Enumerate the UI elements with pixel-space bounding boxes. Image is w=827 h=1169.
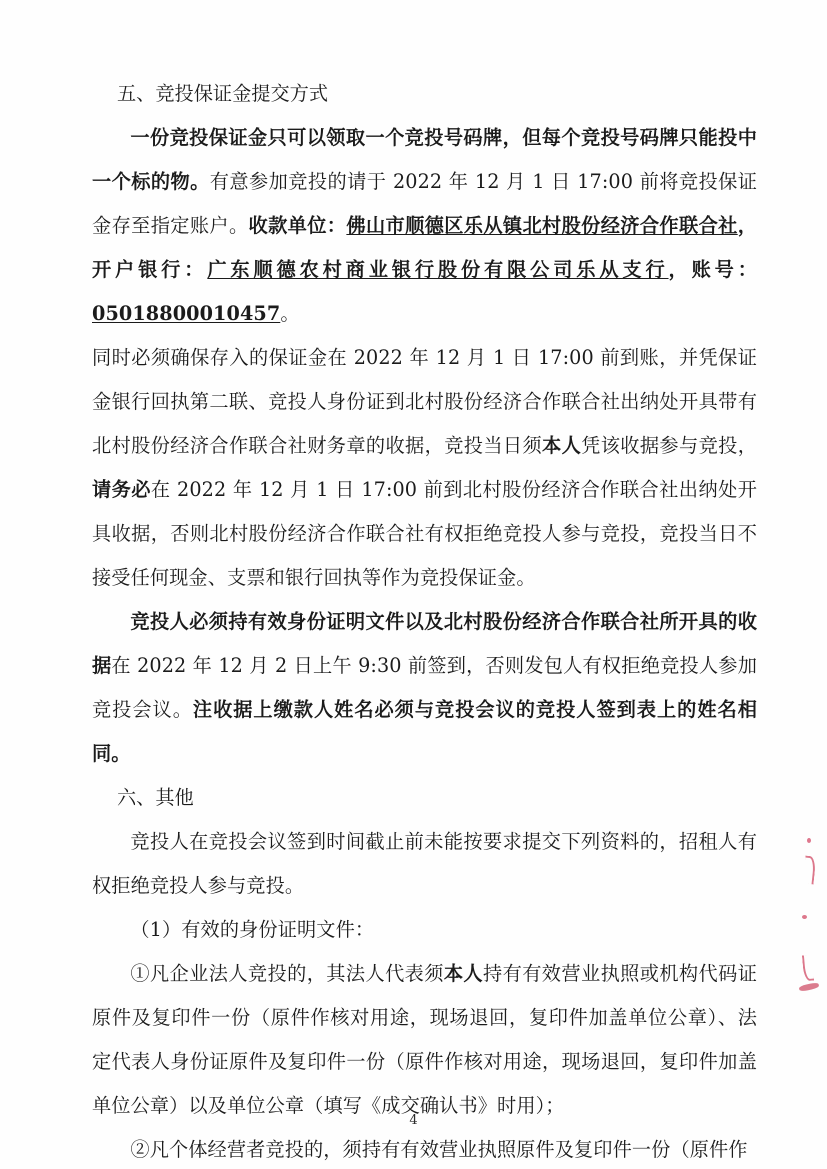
account-number-value: 05018800010457 — [92, 302, 281, 325]
sign-in-rule-bold-note: 注收据上缴款人姓名必须与竞投会议的竞投人签到表上的姓名相同。 — [92, 698, 757, 765]
receipt-rule-bold-self: 本人 — [542, 434, 582, 457]
deposit-rule-rest: 有意参加竞投的请于 2022 年 12 月 1 日 17:00 前将竞投保证金存至指定账户。 — [92, 170, 758, 237]
list-item-circle-1 — [92, 952, 757, 1128]
section-heading-five: 五、竞投保证金提交方式 — [116, 82, 329, 105]
deposit-rule-bold-lead: 一份竞投保证金只可以领取一个竞投号码牌，但每个竞投号码牌只能投中一个标的物。 — [92, 126, 757, 193]
item-circle-2-text: 凡个体经营者竞投的，须持有有效营业执照原件及复印件一份（原件作 — [149, 1138, 748, 1161]
receipt-rule-part1: 同时必须确保存入的保证金在 2022 年 12 月 1 日 17:00 前到账，并凭保证金银行回执第二联、竞投人身份证到北村股份经济合作联合社出纳处开具带有北村股份经济合作联合社财务章的收据，竞投当日须 — [92, 346, 757, 457]
paragraph-sign-in-rule — [92, 600, 757, 776]
sign-in-rule-part1: 在 2022 年 12 月 2 日上午 9:30 前签到，否则发包人有权拒绝竞投人参加竞投会议。 — [92, 654, 757, 721]
sign-in-rule-bold-lead: 竞投人必须持有效身份证明文件以及北村股份经济合作联合社所开具的收据 — [92, 610, 757, 677]
paragraph-deposit-rule — [92, 116, 757, 336]
paragraph-other-intro: 竞投人在竞投会议签到时间截止前未能按要求提交下列资料的，招租人有权拒绝竞投人参与竞投。 — [92, 830, 757, 897]
circle-marker-1-icon: ① — [130, 962, 150, 985]
document-body — [92, 72, 757, 1169]
seal-fragment-icon — [807, 838, 811, 843]
seal-fragment-icon — [803, 856, 817, 885]
circle-marker-2-icon: ② — [130, 1138, 150, 1161]
section-heading-six: 六、其他 — [116, 786, 194, 809]
account-label: ，账号： — [668, 258, 758, 281]
item-circle-1-bold-self: 本人 — [443, 962, 484, 985]
list-item-circle-2 — [92, 1128, 757, 1169]
bank-name-value: 广东顺德农村商业银行股份有限公司乐从支行 — [207, 258, 669, 281]
bank-label: ，开户银行： — [92, 214, 757, 281]
item-circle-1-part1: 凡企业法人竞投的，其法人代表须 — [149, 962, 444, 985]
payee-label: 收款单位： — [248, 214, 347, 237]
seal-fragment-icon — [802, 955, 814, 982]
seal-fragment-icon — [802, 915, 807, 919]
receipt-rule-part2: 凭该收据参与竞投， — [581, 434, 757, 457]
page-number: 4 — [409, 1113, 418, 1128]
paragraph-receipt-rule — [92, 336, 757, 600]
seal-fragment-icon — [799, 982, 820, 992]
receipt-rule-part3: 在 2022 年 12 月 1 日 17:00 前到北村股份经济合作联合社出纳处开具收据，否则北村股份经济合作联合社有权拒绝竞投人参与竞投，竞投当日不接受任何现金、支票和银行回执等作为竞投保证金。 — [92, 478, 757, 589]
red-seal-fragments — [767, 0, 827, 1169]
receipt-rule-bold-must: 请务必 — [92, 478, 151, 501]
deposit-rule-tail: 。 — [280, 302, 300, 325]
list-item-1-label: （1）有效的身份证明文件： — [130, 918, 375, 941]
payee-name-value: 佛山市顺德区乐从镇北村股份经济合作联合社 — [346, 214, 738, 237]
item-circle-1-part2: 持有有效营业执照或机构代码证原件及复印件一份（原件作核对用途，现场退回，复印件加盖单位公章）、法定代表人身份证原件及复印件一份（原件作核对用途，现场退回，复印件加盖单位公章）以及单位公章（填写《成交确认书》时用）； — [92, 962, 757, 1117]
